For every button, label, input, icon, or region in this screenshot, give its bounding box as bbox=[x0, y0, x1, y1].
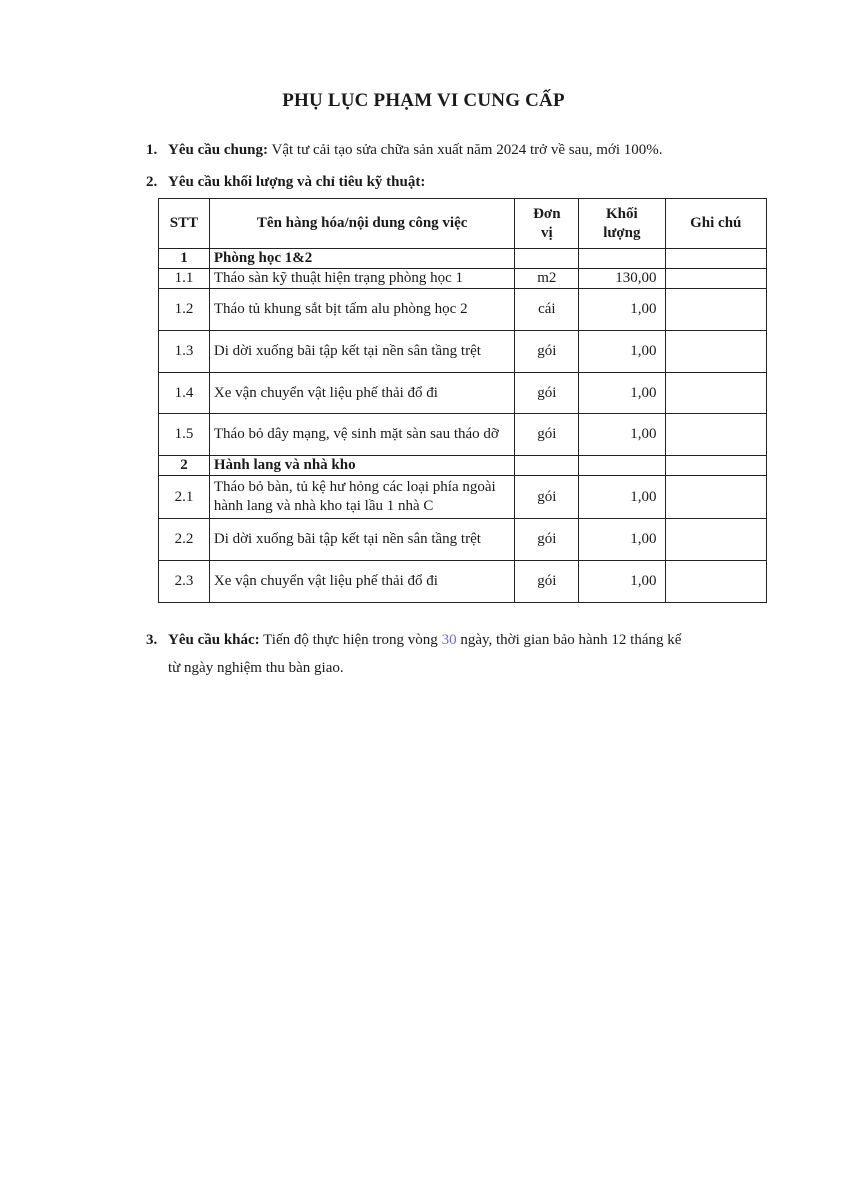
table-row bbox=[159, 331, 767, 373]
table-row bbox=[159, 476, 767, 519]
item-number: 3. bbox=[146, 632, 158, 648]
section-stt: 2 bbox=[159, 456, 210, 476]
header-qty-line1: Khối bbox=[606, 205, 638, 222]
row-unit: gói bbox=[515, 519, 579, 561]
row-unit: gói bbox=[515, 476, 579, 519]
row-qty: 1,00 bbox=[579, 373, 665, 414]
general-requirement bbox=[146, 136, 662, 164]
table-row bbox=[159, 373, 767, 414]
row-name: Xe vận chuyển vật liệu phế thải đổ đi bbox=[209, 373, 515, 414]
section-row bbox=[159, 456, 767, 476]
row-qty: 1,00 bbox=[579, 414, 665, 456]
header-stt: STT bbox=[159, 199, 210, 249]
row-name: Tháo tủ khung sắt bịt tấm alu phòng học 2 bbox=[209, 289, 515, 331]
row-name: Tháo bỏ bàn, tủ kệ hư hỏng các loại phía ngoài hành lang và nhà kho tại lầu 1 nhà C bbox=[209, 476, 515, 519]
row-unit: cái bbox=[515, 289, 579, 331]
row-stt: 2.3 bbox=[159, 561, 210, 603]
row-unit: gói bbox=[515, 561, 579, 603]
header-note: Ghi chú bbox=[665, 199, 766, 249]
row-stt: 1.2 bbox=[159, 289, 210, 331]
header-qty-line2: lượng bbox=[603, 224, 641, 241]
header-qty bbox=[579, 199, 665, 249]
row-note bbox=[665, 561, 766, 603]
row-stt: 2.2 bbox=[159, 519, 210, 561]
page-title: PHỤ LỤC PHẠM VI CUNG CẤP bbox=[282, 90, 565, 111]
row-note bbox=[665, 373, 766, 414]
item-label: Yêu cầu khác: bbox=[168, 632, 260, 648]
header-unit-line1: Đơn bbox=[533, 205, 561, 222]
row-note bbox=[665, 476, 766, 519]
row-qty: 1,00 bbox=[579, 519, 665, 561]
row-note bbox=[665, 331, 766, 373]
row-note bbox=[665, 289, 766, 331]
specification-table bbox=[158, 198, 767, 603]
item-label: Yêu cầu khối lượng và chỉ tiêu kỹ thuật: bbox=[168, 174, 426, 190]
header-name: Tên hàng hóa/nội dung công việc bbox=[209, 199, 515, 249]
item-text-continuation: từ ngày nghiệm thu bàn giao. bbox=[168, 660, 344, 676]
row-stt: 2.1 bbox=[159, 476, 210, 519]
item-text: Vật tư cải tạo sửa chữa sản xuất năm 2024 trở về sau, mới 100%. bbox=[268, 142, 663, 158]
duration-days: 30 bbox=[441, 632, 457, 648]
row-stt: 1.5 bbox=[159, 414, 210, 456]
other-requirement bbox=[146, 626, 766, 682]
row-stt: 1.3 bbox=[159, 331, 210, 373]
row-note bbox=[665, 414, 766, 456]
row-name: Di dời xuống bãi tập kết tại nền sân tầng trệt bbox=[209, 519, 515, 561]
table-row bbox=[159, 269, 767, 289]
row-stt: 1.1 bbox=[159, 269, 210, 289]
table-row bbox=[159, 519, 767, 561]
row-name: Xe vận chuyển vật liệu phế thải đổ đi bbox=[209, 561, 515, 603]
header-unit bbox=[515, 199, 579, 249]
row-unit: gói bbox=[515, 331, 579, 373]
row-name: Tháo bỏ dây mạng, vệ sinh mặt sàn sau tháo dỡ bbox=[209, 414, 515, 456]
table-row bbox=[159, 289, 767, 331]
item-number: 2. bbox=[146, 174, 158, 190]
table-row bbox=[159, 414, 767, 456]
row-name: Di dời xuống bãi tập kết tại nền sân tầng trệt bbox=[209, 331, 515, 373]
row-note bbox=[665, 519, 766, 561]
section-name: Hành lang và nhà kho bbox=[209, 456, 515, 476]
table-row bbox=[159, 561, 767, 603]
row-qty: 130,00 bbox=[579, 269, 665, 289]
row-note bbox=[665, 269, 766, 289]
section-stt: 1 bbox=[159, 249, 210, 269]
section-row bbox=[159, 249, 767, 269]
row-unit: gói bbox=[515, 373, 579, 414]
item-text-before: Tiến độ thực hiện trong vòng bbox=[259, 632, 442, 648]
header-unit-line2: vị bbox=[540, 224, 553, 241]
row-unit: gói bbox=[515, 414, 579, 456]
row-qty: 1,00 bbox=[579, 561, 665, 603]
row-stt: 1.4 bbox=[159, 373, 210, 414]
technical-requirement bbox=[146, 168, 425, 196]
row-name: Tháo sàn kỹ thuật hiện trạng phòng học 1 bbox=[209, 269, 515, 289]
row-qty: 1,00 bbox=[579, 289, 665, 331]
item-number: 1. bbox=[146, 142, 158, 158]
table-header-row bbox=[159, 199, 767, 249]
item-label: Yêu cầu chung: bbox=[168, 142, 269, 158]
section-name: Phòng học 1&2 bbox=[209, 249, 515, 269]
row-qty: 1,00 bbox=[579, 331, 665, 373]
row-qty: 1,00 bbox=[579, 476, 665, 519]
item-text-after: ngày, thời gian bảo hành 12 tháng kể bbox=[456, 632, 682, 648]
row-unit: m2 bbox=[515, 269, 579, 289]
